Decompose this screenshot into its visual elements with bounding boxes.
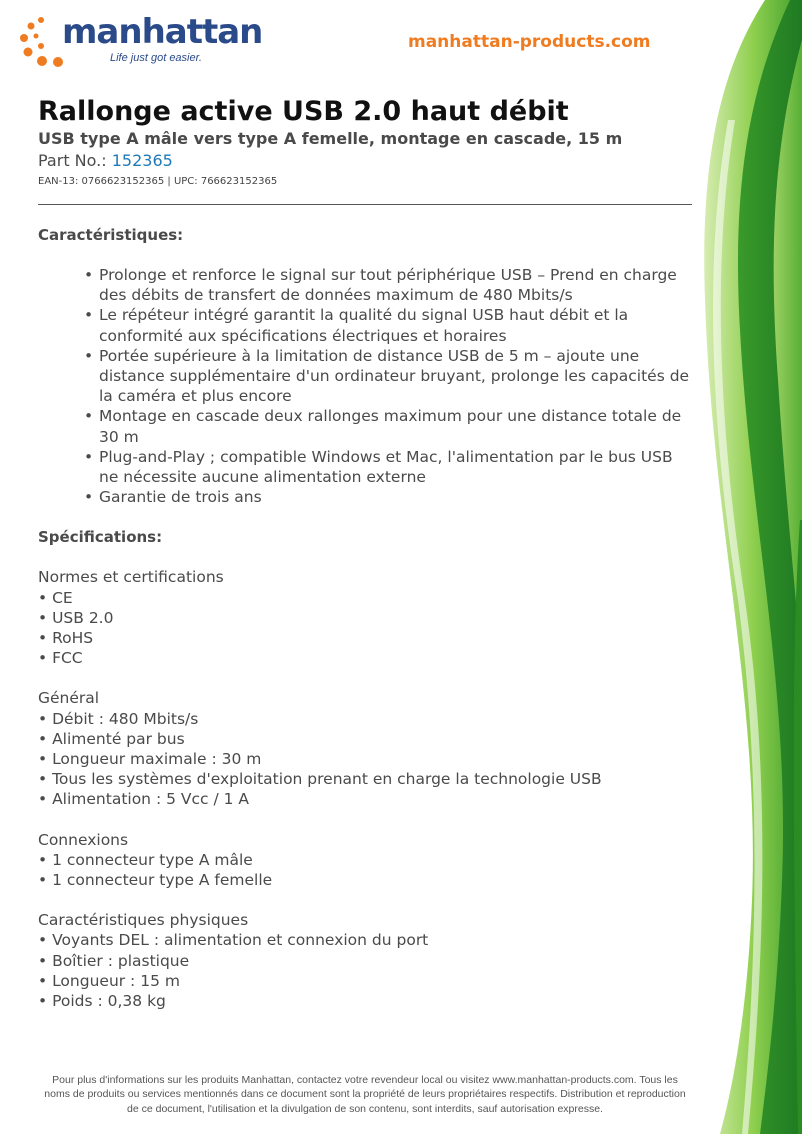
part-number-row [38, 150, 692, 172]
feature-text: Portée supérieure à la limitation de distance USB de 5 m – ajoute une distance supplémentaire d'un ordinateur bruyant, prolonge les capacités de la caméra et plus encore [99, 346, 690, 406]
feature-text: Le répéteur intégré garantit la qualité du signal USB haut débit et la conformité aux spécifications électriques et horaires [99, 306, 629, 345]
feature-text: Montage en cascade deux rallonges maximum pour une distance totale de 30 m [99, 407, 682, 446]
spec-item: • USB 2.0 [38, 608, 114, 627]
spec-item: • Boîtier : plastique [38, 951, 190, 970]
feature-item [82, 487, 692, 507]
website-link[interactable]: manhattan-products.com [408, 32, 651, 52]
barcode-codes: EAN-13: 0766623152365 | UPC: 766623152365 [38, 176, 278, 187]
spec-item: • Débit : 480 Mbits/s [38, 709, 199, 728]
spec-group-title: Connexions [38, 830, 129, 849]
spec-item: • Longueur : 15 m [38, 971, 180, 990]
spec-item: • RoHS [38, 629, 94, 648]
footer-legal-text: Pour plus d'informations sur les produits Manhattan, contactez votre revendeur local ou visitez www.manhattan-products.com. Tous les noms de produits ou services mentionnés dans ce document sont la propriété de leurs propriétaires respectifs. Distribution et reproduction de ce document, l'utilisation et la divulgation de son contenu, sont interdits, sauf autorisation expresse. [44, 1074, 686, 1115]
spec-item: • CE [38, 588, 73, 607]
feature-text: Plug-and-Play ; compatible Windows et Mac, l'alimentation par le bus USB ne nécessite aucune alimentation externe [99, 447, 673, 487]
spec-item: • Tous les systèmes d'exploitation prenant en charge la technologie USB [38, 770, 602, 789]
spec-item: • Alimentation : 5 Vcc / 1 A [38, 790, 249, 809]
spec-group-general [38, 688, 692, 809]
spec-group-title: Caractéristiques physiques [38, 911, 249, 930]
spec-group-title: Normes et certifications [38, 568, 224, 587]
features-list [38, 265, 692, 507]
features-heading: Caractéristiques: [38, 226, 184, 244]
part-number-label: Part No.: [38, 151, 107, 170]
spec-group-physical [38, 910, 692, 1011]
manhattan-logo[interactable] [20, 12, 263, 70]
spec-item: • 1 connecteur type A femelle [38, 871, 273, 890]
feature-item [82, 305, 692, 345]
product-title: Rallonge active USB 2.0 haut débit [38, 96, 569, 127]
bullet: • [84, 306, 94, 325]
bullet: • [84, 266, 94, 284]
spec-group-standards [38, 567, 692, 668]
bullet: • [84, 447, 94, 466]
feature-item [82, 447, 692, 487]
spec-item: • Poids : 0,38 kg [38, 992, 166, 1011]
spec-item: • Longueur maximale : 30 m [38, 750, 262, 769]
feature-text: Garantie de trois ans [99, 488, 262, 507]
feature-item [82, 265, 692, 305]
product-sheet [38, 96, 692, 1011]
spec-group-title: Général [38, 689, 100, 708]
bullet: • [84, 346, 94, 365]
feature-text: Prolonge et renforce le signal sur tout périphérique USB – Prend en charge des débits de transfert de données maximum de 480 Mbits/s [99, 266, 677, 305]
feature-item [82, 346, 692, 407]
bullet: • [84, 407, 94, 426]
spec-item: • 1 connecteur type A mâle [38, 850, 253, 869]
spec-group-connections [38, 830, 692, 891]
product-subtitle: USB type A mâle vers type A femelle, montage en cascade, 15 m [38, 129, 623, 148]
feature-item [82, 406, 692, 446]
specifications-heading: Spécifications: [38, 528, 163, 547]
spec-item: • FCC [38, 649, 83, 668]
logo-tagline: Life just got easier. [110, 52, 202, 64]
bullet: • [84, 488, 94, 507]
spec-item: • Alimenté par bus [38, 729, 185, 748]
logo-wordmark: manhattan [62, 12, 263, 52]
part-number-value[interactable]: 152365 [111, 151, 173, 170]
spec-item: • Voyants DEL : alimentation et connexion du port [38, 931, 429, 950]
